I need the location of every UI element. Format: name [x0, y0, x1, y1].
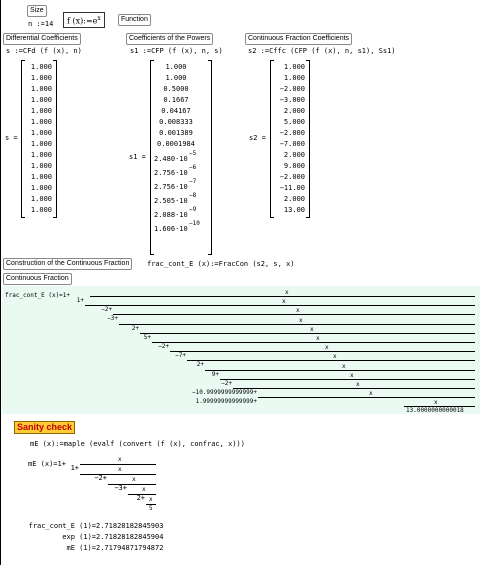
coefficients-of-powers-label[interactable]: Coefficients of the Powers: [126, 33, 213, 45]
s-cell: 1.000: [30, 195, 52, 203]
me-numerator: x: [149, 496, 153, 503]
s1-cell-exponent: −5: [189, 150, 197, 157]
s1-definition[interactable]: s1 :=CFP (f (x), n, s): [130, 47, 223, 55]
me-last-denominator: 5: [149, 505, 153, 512]
s2-cell: 2.000: [283, 151, 305, 159]
result-value: 2.71794871794872: [96, 544, 164, 552]
result-label: mE (1)=: [66, 544, 96, 552]
cf-numerator: x: [350, 371, 354, 379]
s1-matrix[interactable]: [150, 60, 212, 255]
cf-numerator: x: [369, 390, 373, 398]
cf-numerator: x: [310, 325, 314, 333]
result-row[interactable]: [20, 533, 220, 543]
s-cell: 1.000: [30, 206, 52, 214]
s-definition[interactable]: s :=CFd (f (x), n): [6, 47, 82, 55]
cf-fraction-bar: [90, 296, 475, 297]
s-cell: 1.000: [30, 140, 52, 148]
cf-term: −10.9999999999999+: [191, 389, 257, 396]
s1-cell-exponent: −6: [189, 164, 197, 171]
s-cell: 1.000: [30, 129, 52, 137]
cf-numerator: x: [282, 298, 286, 306]
s-cell: 1.000: [30, 85, 52, 93]
s-cell: 1.000: [30, 184, 52, 192]
s2-definition[interactable]: s2 :=Cffc (CFP (f (x), n, s1), Ss1): [248, 47, 396, 55]
me-fraction-bar: [80, 474, 156, 475]
continuous-fraction-coefficients-label[interactable]: Continuous Fraction Coefficients: [245, 33, 352, 45]
s-cell: 1.000: [30, 151, 52, 159]
cf-term: −2+: [158, 343, 169, 350]
function-region-label[interactable]: Function: [118, 14, 151, 26]
s2-cell: −3.000: [279, 96, 305, 104]
me-result[interactable]: [28, 453, 228, 517]
cf-term: 2+: [196, 361, 204, 369]
me-term: 1+: [70, 464, 79, 472]
s2-cell: 2.000: [283, 195, 305, 203]
cf-fraction-bar: [170, 351, 475, 352]
s-cell: 1.000: [30, 74, 52, 82]
cf-term: −2+: [101, 306, 112, 314]
s-cell: 1.000: [30, 118, 52, 126]
cf-numerator: x: [325, 344, 329, 352]
s2-cell: 5.000: [283, 118, 305, 126]
s1-cell: 2.480·10: [154, 155, 188, 163]
s2-cell: 13.00: [283, 206, 305, 214]
cf-numerator: x: [342, 362, 346, 370]
cf-fraction-bar: [140, 333, 475, 334]
cf-term: 5+: [143, 333, 151, 341]
s2-cell: 2.000: [283, 107, 305, 115]
s-cell: 1.000: [30, 162, 52, 170]
me-numerator: x: [118, 456, 122, 463]
s2-result-name: s2 =: [249, 134, 266, 142]
s2-cell: −2.000: [279, 173, 305, 181]
s1-cell: 1.000: [165, 63, 187, 71]
cf-fraction-bar: [258, 397, 475, 398]
frac-cont-lhs: frac_cont_E (x)=1+: [5, 292, 71, 299]
construction-label[interactable]: Construction of the Continuous Fraction: [3, 258, 132, 270]
me-numerator: x: [118, 466, 122, 473]
s1-cell: 1.606·10: [154, 225, 188, 233]
s2-cell: −2.000: [279, 129, 305, 137]
s2-cell: 1.000: [283, 63, 305, 71]
function-definition-box[interactable]: [63, 12, 105, 28]
me-term: 2+: [136, 494, 145, 502]
size-region-label[interactable]: Size: [27, 5, 47, 17]
s1-cell-exponent: −8: [189, 192, 197, 199]
s2-cell: −7.000: [279, 140, 305, 148]
continuous-fraction-label[interactable]: Continuous Fraction: [3, 273, 72, 285]
s1-cell: 0.1667: [163, 96, 189, 104]
s-result-name: s =: [5, 134, 18, 142]
cf-term: 1+: [76, 297, 84, 304]
cf-term: −2+: [221, 379, 232, 387]
maple-definition[interactable]: mE (x):=maple (evalf (convert (f (x), confrac, x))): [30, 440, 245, 448]
function-exponent: x: [97, 15, 101, 22]
differential-coefficients-label[interactable]: Differential Coefficients: [3, 33, 81, 45]
results-block: [20, 522, 220, 558]
s2-matrix[interactable]: [270, 60, 310, 218]
cf-term: 2+: [131, 324, 139, 332]
s2-cell: 1.000: [283, 74, 305, 82]
s-cell: 1.000: [30, 173, 52, 181]
cf-numerator: x: [333, 353, 337, 361]
cf-numerator: x: [316, 335, 320, 342]
result-row[interactable]: [20, 544, 220, 554]
result-value: 2.71828182845904: [96, 533, 164, 541]
s-cell: 1.000: [30, 63, 52, 71]
s-matrix[interactable]: [21, 60, 57, 218]
s-cell: 1.000: [30, 96, 52, 104]
s1-cell: 2.505·10: [154, 197, 188, 205]
s1-cell: 0.001389: [159, 129, 193, 137]
me-term: −2+: [94, 474, 107, 482]
me-numerator: x: [132, 476, 136, 483]
cf-numerator: x: [285, 289, 289, 296]
result-label: exp (1)=: [62, 533, 96, 541]
sanity-check-label[interactable]: Sanity check: [14, 421, 75, 434]
cf-fraction-bar: [233, 388, 475, 389]
left-margin-line: [0, 0, 1, 565]
s1-cell: 0.008333: [159, 118, 193, 126]
me-numerator: x: [142, 486, 146, 493]
s2-cell: −2.000: [279, 85, 305, 93]
s1-cell: 2.088·10: [154, 211, 188, 219]
s2-cell: −11.00: [279, 184, 305, 192]
me-term: −3+: [114, 484, 127, 492]
continuous-fraction-result[interactable]: [2, 286, 480, 414]
function-definition: f (x):=e: [67, 16, 98, 26]
s1-cell-exponent: −10: [189, 220, 200, 227]
cf-term: −3+: [107, 315, 118, 323]
cf-term: 1.99999999999999+: [195, 398, 257, 406]
cf-numerator: x: [434, 399, 438, 407]
s1-cell: 0.0001984: [157, 140, 195, 148]
me-fraction-bar: [80, 464, 156, 465]
s1-cell: 2.756·10: [154, 183, 188, 191]
cf-term: 9+: [211, 370, 219, 378]
cf-fraction-bar: [113, 314, 475, 315]
cf-fraction-bar: [220, 379, 475, 380]
result-label: frac_cont_E (1)=: [28, 522, 96, 530]
s1-cell: 1.000: [165, 74, 187, 82]
cf-fraction-bar: [187, 360, 475, 361]
cf-fraction-bar: [152, 342, 475, 343]
s-cell: 1.000: [30, 107, 52, 115]
frac-cont-definition[interactable]: frac_cont_E (x):=FracCon (s2, s, x): [147, 260, 295, 268]
s2-cell: 9.000: [283, 162, 305, 170]
s1-result-name: s1 =: [129, 153, 146, 161]
s1-cell: 2.756·10: [154, 169, 188, 177]
cf-fraction-bar: [119, 324, 475, 325]
me-lhs: mE (x)=1+: [28, 460, 66, 468]
cf-numerator: x: [296, 307, 300, 315]
cf-numerator: x: [356, 381, 360, 388]
s1-cell-exponent: −9: [189, 206, 197, 213]
n-definition[interactable]: n :=14: [28, 20, 54, 28]
s1-cell: 0.5000: [163, 85, 189, 93]
result-value: 2.71828182845903: [96, 522, 164, 530]
s1-cell: 0.04167: [161, 107, 191, 115]
cf-fraction-bar: [85, 305, 475, 306]
cf-fraction-bar: [205, 370, 475, 371]
result-row[interactable]: [20, 522, 220, 532]
cf-term: −7+: [175, 352, 186, 360]
s1-cell-exponent: −7: [189, 178, 197, 185]
cf-last-denominator: 13.0000000000018: [406, 407, 464, 415]
cf-numerator: x: [299, 316, 303, 324]
